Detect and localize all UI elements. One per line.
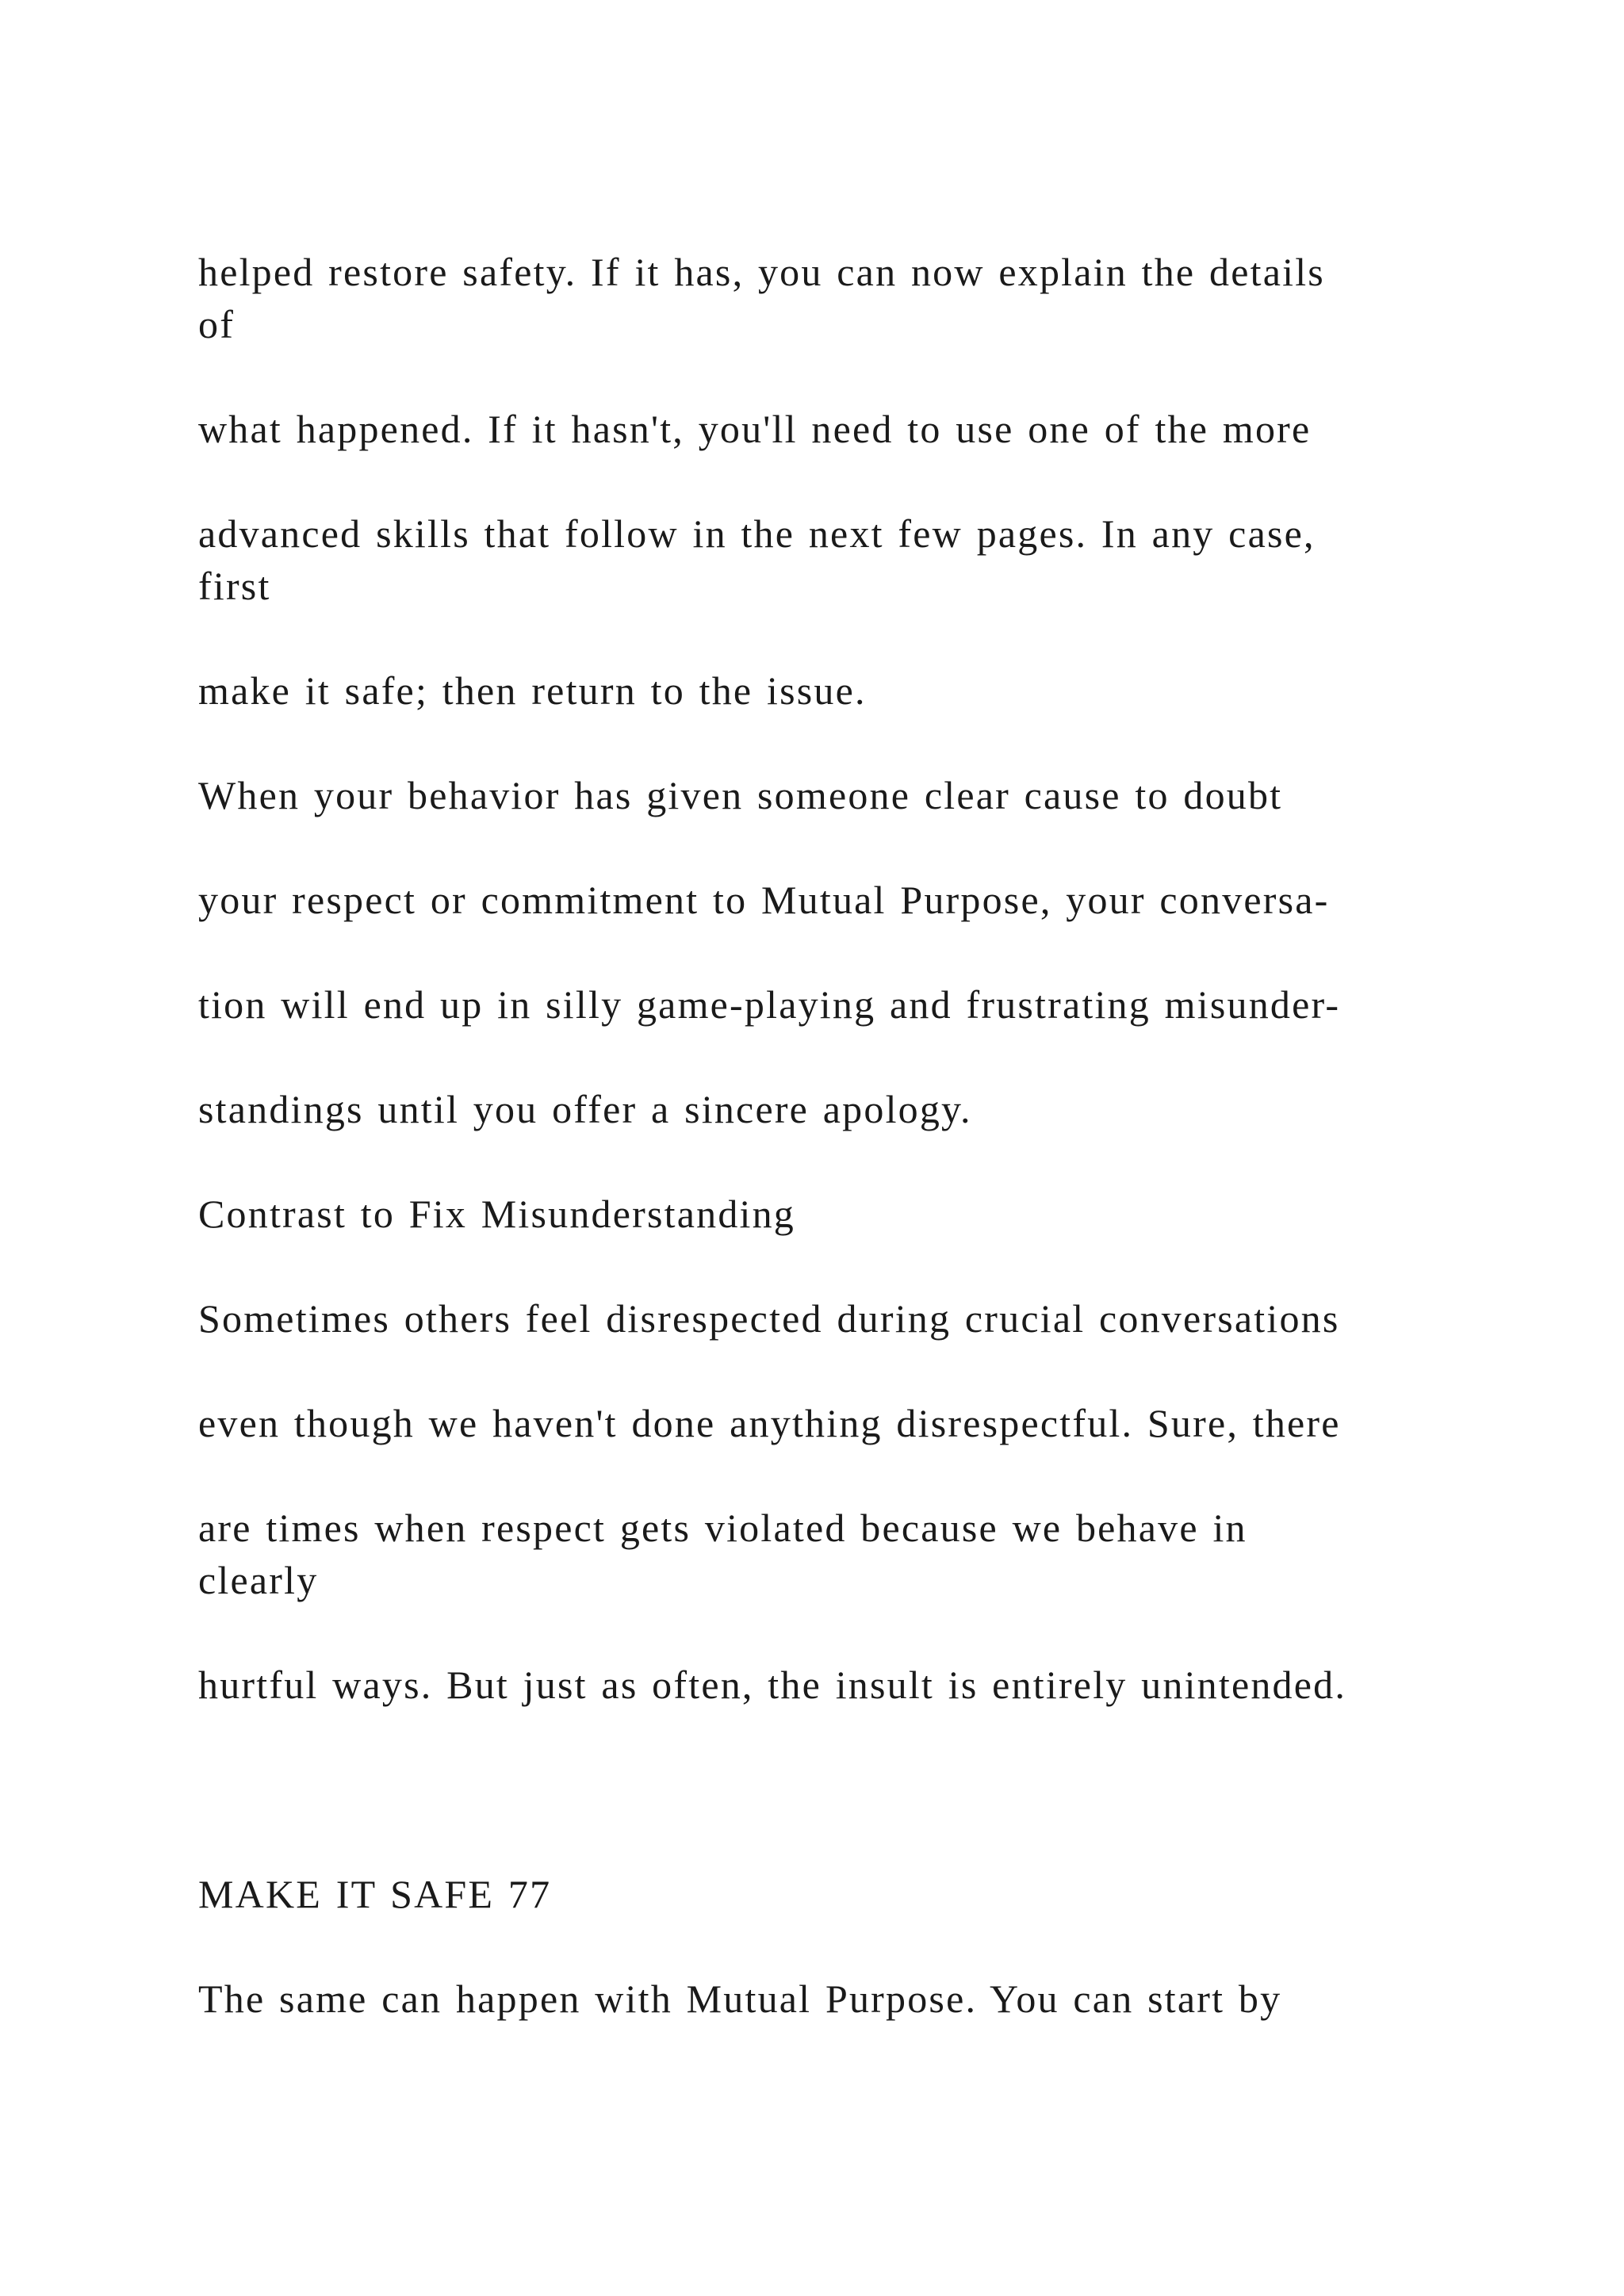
text-line: make it safe; then return to the issue.: [198, 668, 867, 713]
section-heading: Contrast to Fix Misunderstanding: [198, 1192, 796, 1236]
text-line: [198, 1502, 1467, 1606]
text-line: your respect or commitment to Mutual Purpose, your conversa-: [198, 878, 1330, 922]
text-line: standings until you offer a sincere apology.: [198, 1087, 972, 1131]
text-segment: advanced skills that follow in the next few pages. In any case,: [198, 511, 1316, 556]
text-segment: first: [198, 564, 271, 608]
text-line: even though we haven't done anything disrespectful. Sure, there: [198, 1401, 1341, 1445]
text-line: tion will end up in silly game-playing and frustrating misunder-: [198, 982, 1341, 1027]
text-line: The same can happen with Mutual Purpose. You can start by: [198, 1976, 1282, 2021]
text-line: what happened. If it hasn't, you'll need to use one of the more: [198, 407, 1312, 451]
text-segment: clearly: [198, 1558, 319, 1602]
text-segment: are times when respect gets violated because we behave in: [198, 1506, 1247, 1550]
text-line: [198, 507, 1467, 612]
text-line: Sometimes others feel disrespected during crucial conversations: [198, 1296, 1340, 1341]
text-line: hurtful ways. But just as often, the insult is entirely unintended.: [198, 1663, 1347, 1707]
page-header: MAKE IT SAFE 77: [198, 1872, 552, 1916]
text-line: When your behavior has given someone clear cause to doubt: [198, 773, 1283, 817]
text-line: [198, 246, 1467, 350]
text-segment: of: [198, 302, 236, 346]
text-segment: helped restore safety. If it has, you can now explain the details: [198, 250, 1325, 294]
